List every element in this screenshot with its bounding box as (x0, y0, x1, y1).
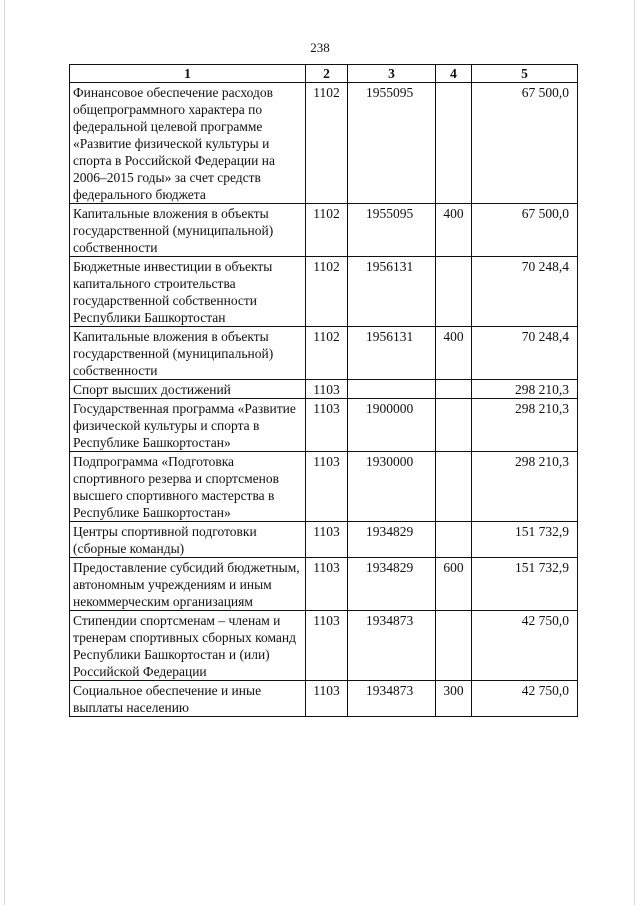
row-expense-type (436, 257, 472, 327)
row-section: 1103 (306, 452, 348, 522)
row-expense-type: 400 (436, 204, 472, 257)
row-sum: 151 732,9 (472, 522, 578, 558)
row-item (348, 380, 436, 399)
column-header-expense-type: 4 (436, 65, 472, 83)
table-row (70, 380, 578, 399)
row-expense-type: 600 (436, 558, 472, 611)
table-row (70, 558, 578, 611)
row-section: 1102 (306, 204, 348, 257)
row-item: 1956131 (348, 257, 436, 327)
table-row (70, 452, 578, 522)
scan-edge-right (634, 0, 635, 905)
row-section: 1103 (306, 558, 348, 611)
row-name: Финансовое обеспечение расходов общепрограммного характера по федеральной целевой программе «Развитие физической культуры и спорта в Российской Федерации на 2006–2015 годы» за счет средств федерального бюджета (70, 83, 306, 204)
row-sum: 70 248,4 (472, 257, 578, 327)
row-expense-type (436, 399, 472, 452)
row-expense-type (436, 83, 472, 204)
row-item: 1934873 (348, 681, 436, 717)
row-item: 1930000 (348, 452, 436, 522)
row-name: Бюджетные инвестиции в объекты капитального строительства государственной собственности Республики Башкортостан (70, 257, 306, 327)
row-sum: 298 210,3 (472, 399, 578, 452)
row-item: 1900000 (348, 399, 436, 452)
table-row (70, 327, 578, 380)
row-item: 1934829 (348, 558, 436, 611)
column-header-section: 2 (306, 65, 348, 83)
budget-table (69, 64, 578, 717)
row-sum: 298 210,3 (472, 452, 578, 522)
row-section: 1103 (306, 681, 348, 717)
row-section: 1102 (306, 257, 348, 327)
row-expense-type (436, 611, 472, 681)
row-section: 1103 (306, 380, 348, 399)
row-sum: 151 732,9 (472, 558, 578, 611)
row-name: Капитальные вложения в объекты государственной (муниципальной) собственности (70, 327, 306, 380)
row-sum: 70 248,4 (472, 327, 578, 380)
row-item: 1934829 (348, 522, 436, 558)
row-expense-type: 300 (436, 681, 472, 717)
row-sum: 42 750,0 (472, 611, 578, 681)
row-section: 1103 (306, 399, 348, 452)
row-name: Государственная программа «Развитие физической культуры и спорта в Республике Башкортостан» (70, 399, 306, 452)
table-row (70, 257, 578, 327)
row-section: 1103 (306, 522, 348, 558)
row-name: Капитальные вложения в объекты государственной (муниципальной) собственности (70, 204, 306, 257)
table-row (70, 681, 578, 717)
table-row (70, 204, 578, 257)
row-name: Центры спортивной подготовки (сборные команды) (70, 522, 306, 558)
row-name: Спорт высших достижений (70, 380, 306, 399)
row-expense-type: 400 (436, 327, 472, 380)
scan-edge-left (4, 0, 5, 905)
row-item: 1934873 (348, 611, 436, 681)
table-row (70, 399, 578, 452)
row-sum: 67 500,0 (472, 83, 578, 204)
table-row (70, 83, 578, 204)
row-item: 1956131 (348, 327, 436, 380)
table-header-row (70, 65, 578, 83)
table-row (70, 611, 578, 681)
row-name: Стипендии спортсменам – членам и тренерам спортивных сборных команд Республики Башкортостан и (или) Российской Федерации (70, 611, 306, 681)
row-item: 1955095 (348, 204, 436, 257)
row-name: Социальное обеспечение и иные выплаты населению (70, 681, 306, 717)
row-item: 1955095 (348, 83, 436, 204)
row-section: 1102 (306, 83, 348, 204)
row-expense-type (436, 522, 472, 558)
column-header-item: 3 (348, 65, 436, 83)
table-row (70, 522, 578, 558)
row-expense-type (436, 380, 472, 399)
row-name: Предоставление субсидий бюджетным, автономным учреждениям и иным некоммерческим организациям (70, 558, 306, 611)
column-header-sum: 5 (472, 65, 578, 83)
row-sum: 67 500,0 (472, 204, 578, 257)
page-number: 238 (310, 40, 330, 55)
row-section: 1102 (306, 327, 348, 380)
row-name: Подпрограмма «Подготовка спортивного резерва и спортсменов высшего спортивного мастерства в Республике Башкортостан» (70, 452, 306, 522)
column-header-name: 1 (70, 65, 306, 83)
row-section: 1103 (306, 611, 348, 681)
row-sum: 42 750,0 (472, 681, 578, 717)
row-sum: 298 210,3 (472, 380, 578, 399)
row-expense-type (436, 452, 472, 522)
